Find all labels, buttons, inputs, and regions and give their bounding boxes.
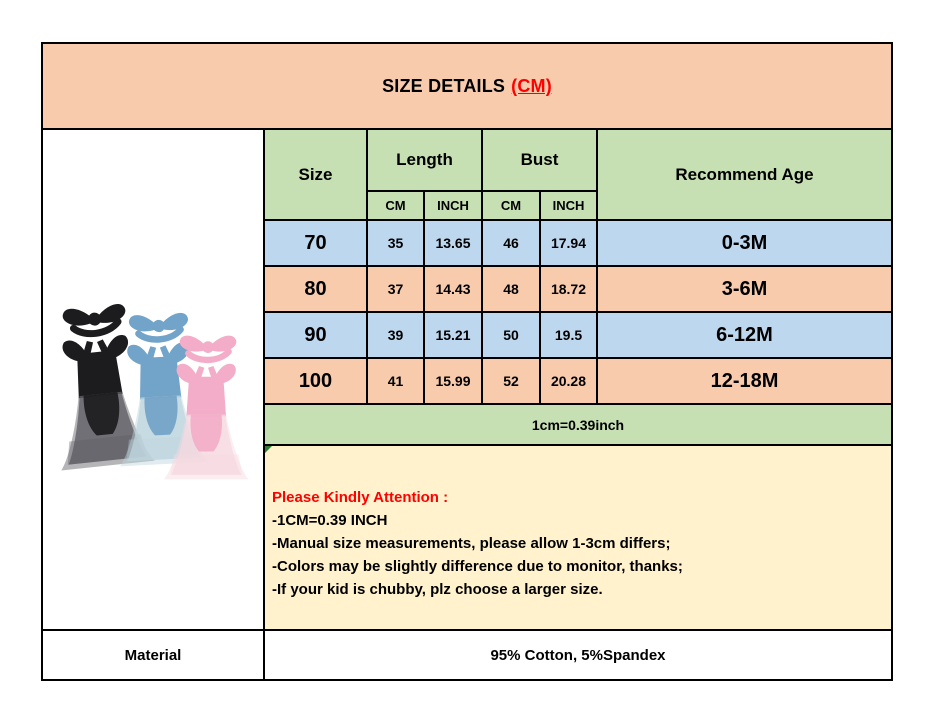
table-cell-age: 6-12M bbox=[598, 313, 891, 357]
col-header-age: Recommend Age bbox=[598, 130, 891, 219]
subheader-length-inch: INCH bbox=[425, 192, 481, 219]
col-header-bust: Bust bbox=[483, 130, 596, 190]
table-cell-length-cm: 37 bbox=[368, 267, 423, 311]
table-cell-bust-cm: 46 bbox=[483, 221, 539, 265]
title-unit: (CM) bbox=[511, 75, 552, 96]
attention-note bbox=[265, 446, 891, 629]
subheader-length-cm: CM bbox=[368, 192, 423, 219]
main-area bbox=[43, 130, 891, 629]
product-image-cell bbox=[43, 130, 265, 629]
col-header-length: Length bbox=[368, 130, 481, 190]
table-cell-bust-cm: 52 bbox=[483, 359, 539, 403]
material-row bbox=[43, 629, 891, 679]
table-cell-age: 3-6M bbox=[598, 267, 891, 311]
attention-heading: Please Kindly Attention : bbox=[272, 489, 449, 506]
material-value: 95% Cotton, 5%Spandex bbox=[490, 646, 666, 664]
title-bar bbox=[43, 44, 891, 130]
table-cell-bust-cm: 48 bbox=[483, 267, 539, 311]
material-label: Material bbox=[43, 631, 265, 679]
table-cell-age: 12-18M bbox=[598, 359, 891, 403]
table-cell-bust-inch: 19.5 bbox=[541, 313, 596, 357]
table-cell-length-cm: 41 bbox=[368, 359, 423, 403]
table-cell-length-inch: 15.21 bbox=[425, 313, 481, 357]
table-cell-size: 90 bbox=[265, 313, 366, 357]
table-cell-length-inch: 13.65 bbox=[425, 221, 481, 265]
table-cell-length-cm: 39 bbox=[368, 313, 423, 357]
subheader-bust-cm: CM bbox=[483, 192, 539, 219]
table-cell-size: 100 bbox=[265, 359, 366, 403]
attention-line: -Manual size measurements, please allow 1-3cm differs; bbox=[272, 535, 671, 552]
table-cell-size: 70 bbox=[265, 221, 366, 265]
table-cell-bust-inch: 18.72 bbox=[541, 267, 596, 311]
col-header-size: Size bbox=[265, 130, 366, 219]
table-cell-length-inch: 15.99 bbox=[425, 359, 481, 403]
table-cell-bust-cm: 50 bbox=[483, 313, 539, 357]
table-cell-size: 80 bbox=[265, 267, 366, 311]
product-image bbox=[43, 130, 263, 629]
cell-corner-marker bbox=[265, 446, 272, 453]
size-chart-sheet bbox=[41, 42, 893, 681]
table-cell-length-inch: 14.43 bbox=[425, 267, 481, 311]
conversion-note: 1cm=0.39inch bbox=[265, 405, 891, 444]
table-cell-age: 0-3M bbox=[598, 221, 891, 265]
size-table bbox=[265, 130, 891, 629]
table-cell-length-cm: 35 bbox=[368, 221, 423, 265]
attention-line: -Colors may be slightly difference due to monitor, thanks; bbox=[272, 558, 683, 575]
table-cell-bust-inch: 17.94 bbox=[541, 221, 596, 265]
attention-line: -1CM=0.39 INCH bbox=[272, 512, 388, 529]
attention-line: -If your kid is chubby, plz choose a larger size. bbox=[272, 581, 603, 598]
table-cell-bust-inch: 20.28 bbox=[541, 359, 596, 403]
page-title: SIZE DETAILS bbox=[382, 75, 506, 96]
subheader-bust-inch: INCH bbox=[541, 192, 596, 219]
